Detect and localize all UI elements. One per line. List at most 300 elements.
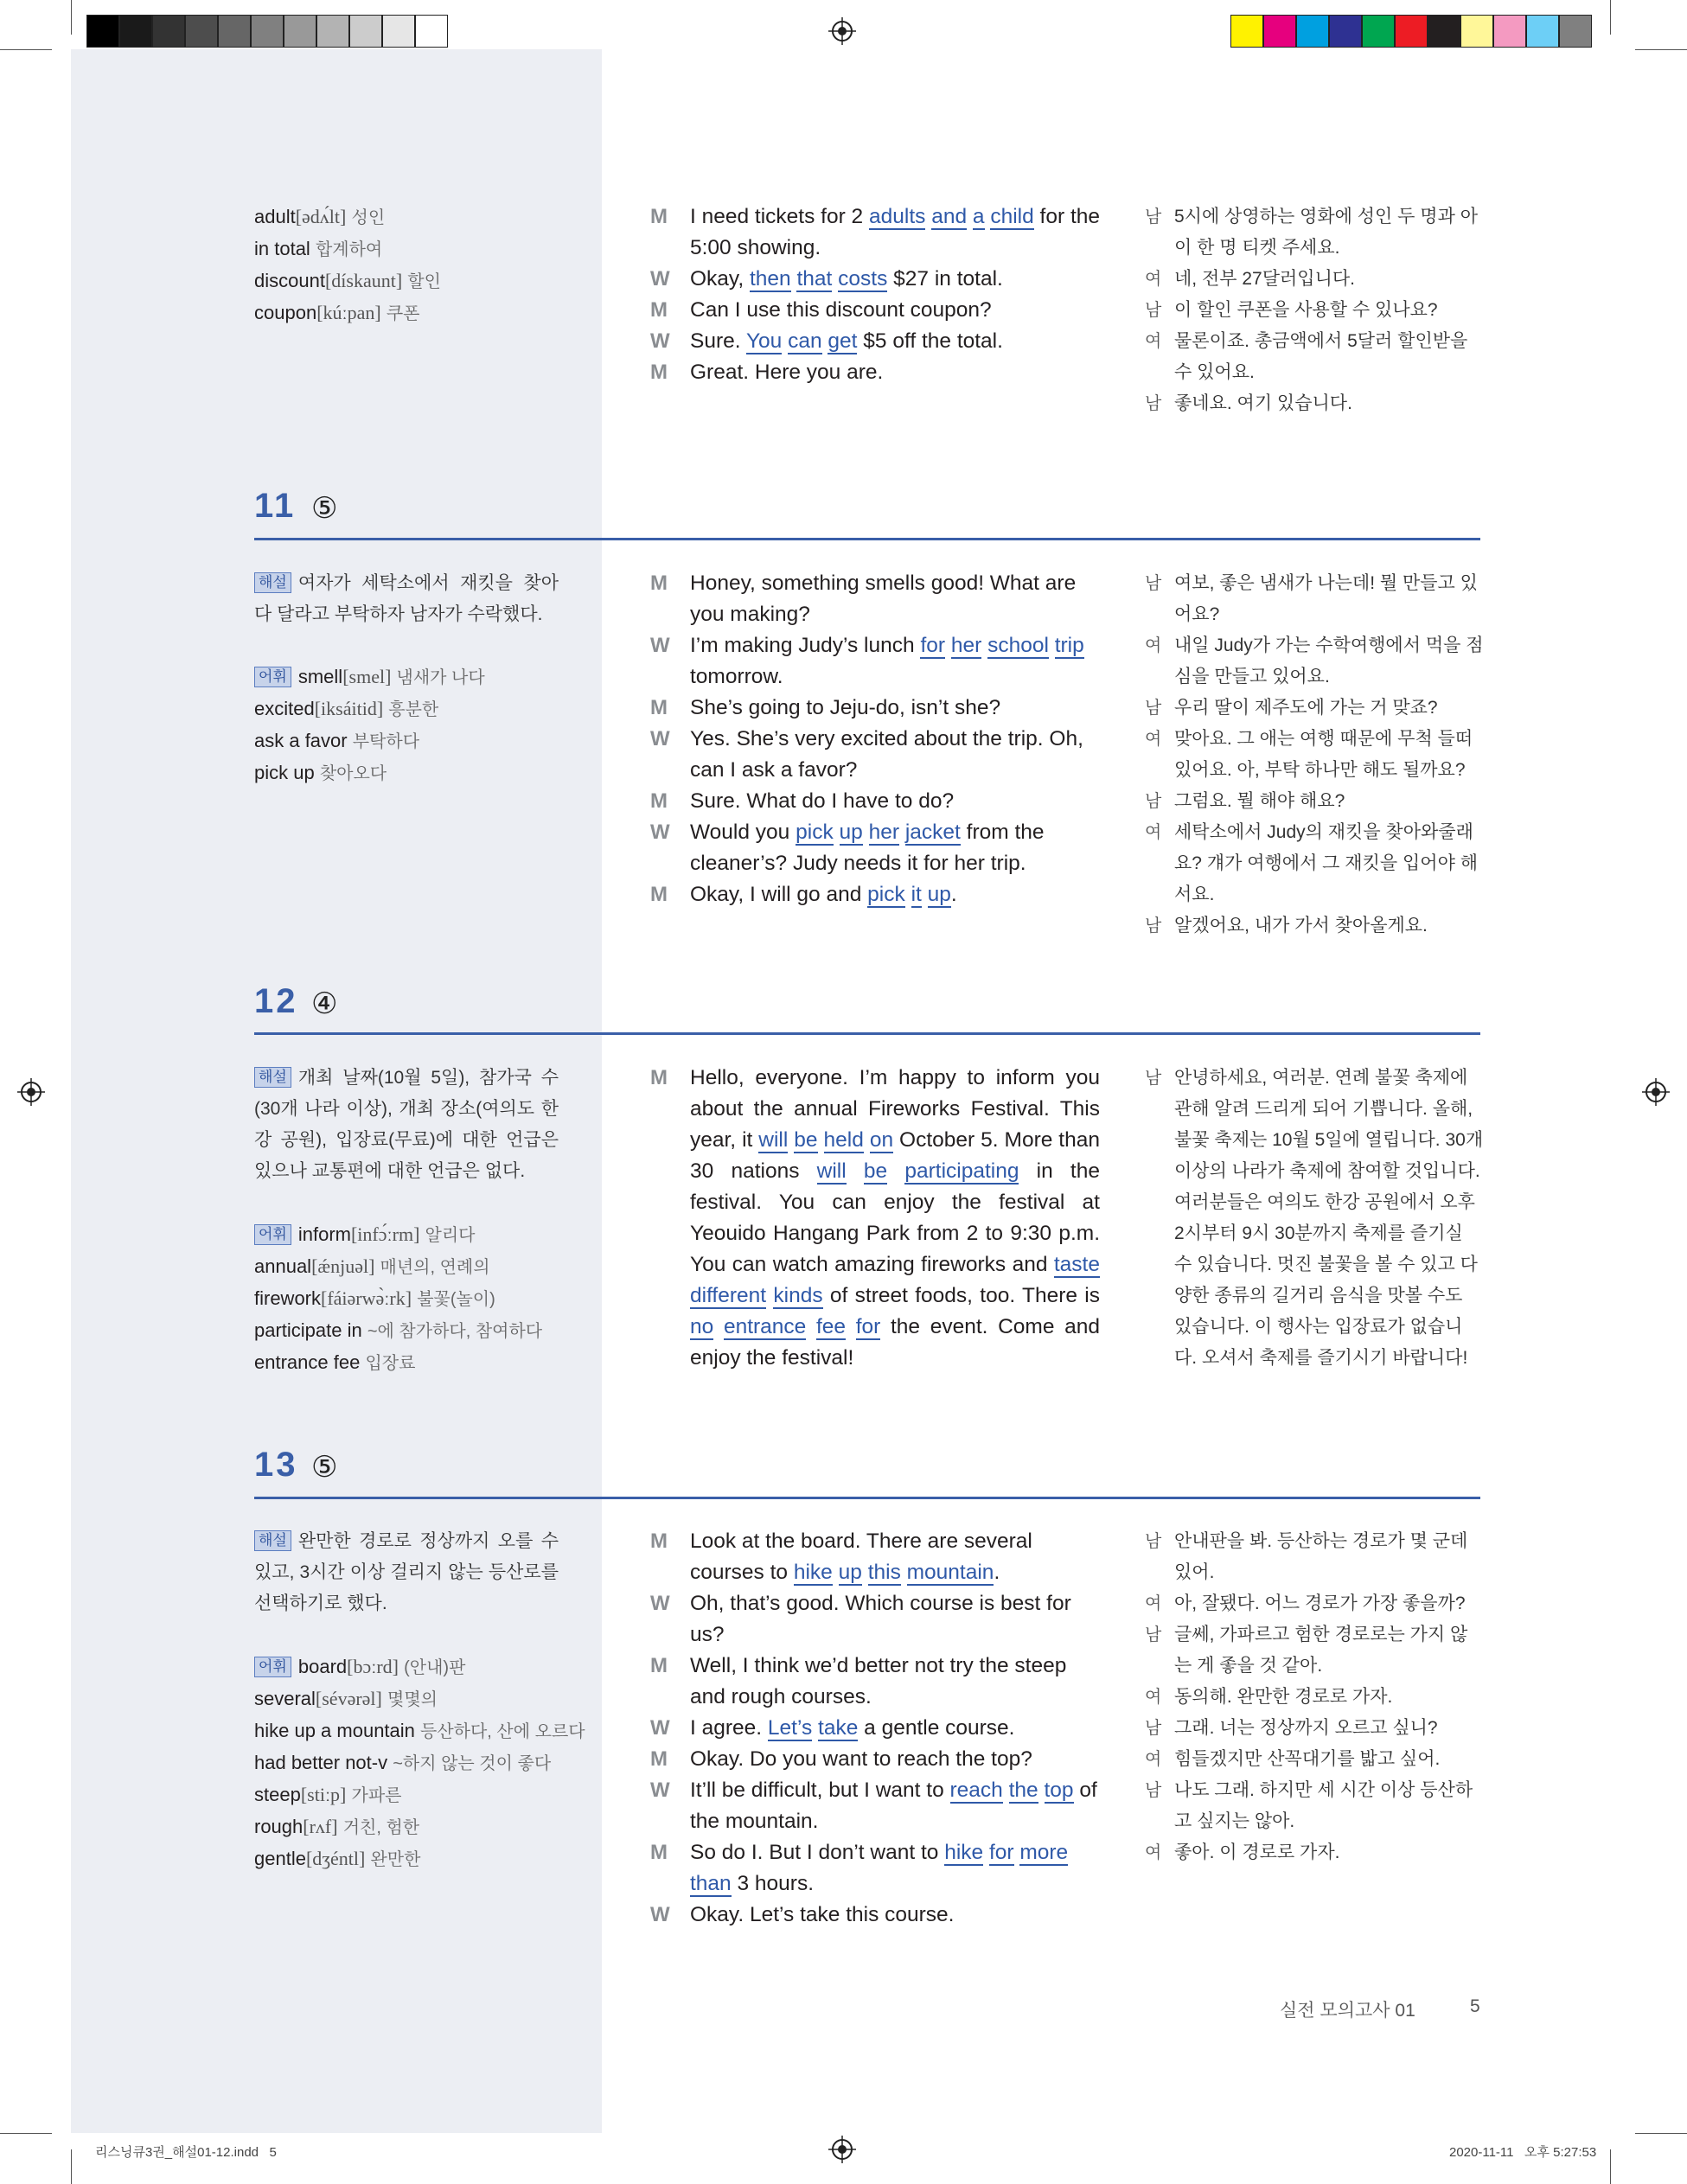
color-swatch bbox=[1559, 15, 1592, 48]
dictation-keyword: for bbox=[988, 1841, 1014, 1864]
speaker-label: 남 bbox=[1145, 792, 1162, 811]
dictation-keyword: taste bbox=[1053, 1253, 1100, 1276]
dialogue bbox=[650, 1063, 1100, 1374]
color-swatch bbox=[1526, 15, 1559, 48]
translation-text: 좋아. 이 경로로 가자. bbox=[1174, 1842, 1340, 1862]
dictation-keyword: kinds bbox=[773, 1284, 823, 1307]
grayscale-swatch-bar bbox=[86, 15, 448, 48]
vocab-word: discount bbox=[254, 270, 325, 291]
vocab-word: smell bbox=[297, 666, 343, 687]
translation-text: 여보, 좋은 냄새가 나는데! 뭘 만들고 있어요? bbox=[1174, 573, 1478, 624]
dialogue-line bbox=[650, 1651, 1100, 1713]
translation-text: 힘들겠지만 산꼭대기를 밟고 싶어. bbox=[1174, 1749, 1441, 1769]
vocab-word: adult bbox=[254, 206, 296, 227]
dictation-keyword: her bbox=[868, 821, 900, 844]
color-swatch bbox=[1329, 15, 1362, 48]
dialogue-text: Okay, I will go and pick it up. bbox=[690, 883, 957, 906]
color-swatch bbox=[415, 15, 448, 48]
question-number: 13 bbox=[254, 1446, 298, 1484]
translation-line bbox=[1145, 201, 1484, 264]
speaker-label: 여 bbox=[1145, 1843, 1162, 1862]
color-swatch bbox=[86, 15, 119, 48]
answer-mark: ⑤ bbox=[311, 492, 338, 525]
vocab-word: coupon bbox=[254, 302, 317, 323]
translation-line bbox=[1145, 388, 1484, 419]
dialogue-line bbox=[650, 357, 1100, 388]
vocab-meaning: 부탁하다 bbox=[352, 732, 420, 751]
vocab-phonetic: [rʌf] bbox=[303, 1816, 338, 1837]
speaker-label: W bbox=[650, 1903, 670, 1926]
explanation-tag: 해설 bbox=[254, 1067, 291, 1088]
translation-text: 맞아요. 그 애는 여행 때문에 무척 들떠있어요. 아, 부탁 하나만 해도 될까요? bbox=[1174, 729, 1473, 780]
dictation-keyword: child bbox=[990, 205, 1034, 228]
translation-line bbox=[1145, 326, 1484, 388]
vocab-item bbox=[254, 1779, 566, 1811]
speaker-label: 여 bbox=[1145, 730, 1162, 749]
vocab-item bbox=[254, 693, 566, 725]
crop-mark bbox=[1610, 0, 1611, 35]
vocab-phonetic: [smel] bbox=[342, 666, 392, 687]
dialogue-text: Well, I think we’d better not try the steep and rough courses. bbox=[690, 1654, 1067, 1708]
vocab-meaning: (안내)판 bbox=[404, 1658, 466, 1677]
translation-line bbox=[1145, 724, 1484, 786]
dictation-keyword: costs bbox=[838, 267, 888, 291]
vocab-phonetic: [bɔːrd] bbox=[347, 1656, 399, 1677]
speaker-label: 남 bbox=[1145, 394, 1162, 413]
color-swatch bbox=[349, 15, 382, 48]
vocab-list bbox=[254, 1219, 566, 1379]
dialogue-text: Okay. Do you want to reach the top? bbox=[690, 1747, 1032, 1771]
translation bbox=[1145, 1526, 1484, 1868]
registration-mark-right bbox=[1642, 1078, 1670, 1106]
translation-line bbox=[1145, 1837, 1484, 1868]
vocab-phonetic: [iksáitid] bbox=[314, 698, 384, 719]
speaker-label: 남 bbox=[1145, 1625, 1162, 1644]
color-swatch bbox=[1263, 15, 1296, 48]
vocab-item bbox=[254, 1219, 566, 1251]
dictation-keyword: that bbox=[796, 267, 833, 291]
speaker-label: 여 bbox=[1145, 1750, 1162, 1769]
speaker-label: M bbox=[650, 1747, 668, 1771]
dialogue-line bbox=[650, 786, 1100, 817]
translation-line bbox=[1145, 1063, 1484, 1374]
translation-line bbox=[1145, 1619, 1484, 1682]
speaker-label: W bbox=[650, 1716, 670, 1740]
color-swatch bbox=[185, 15, 218, 48]
translation-line bbox=[1145, 1682, 1484, 1713]
vocab-meaning: 매년의, 연례의 bbox=[380, 1258, 490, 1277]
vocab-word: steep bbox=[254, 1784, 301, 1805]
speaker-label: M bbox=[650, 1066, 668, 1089]
speaker-label: 남 bbox=[1145, 301, 1162, 320]
dialogue bbox=[650, 568, 1100, 910]
dictation-keyword: pick bbox=[796, 821, 834, 844]
vocab-meaning: 가파른 bbox=[351, 1786, 402, 1805]
vocab-item bbox=[254, 661, 566, 693]
vocab-meaning: 불꽃(놀이) bbox=[417, 1290, 495, 1309]
speaker-label: 여 bbox=[1145, 270, 1162, 289]
color-swatch bbox=[119, 15, 152, 48]
crop-mark bbox=[71, 0, 72, 35]
dictation-keyword: take bbox=[818, 1716, 859, 1740]
dialogue-text: Great. Here you are. bbox=[690, 361, 884, 384]
vocab-list bbox=[254, 201, 566, 329]
vocab-list bbox=[254, 1651, 585, 1875]
vocab-meaning: 입장료 bbox=[365, 1354, 416, 1373]
vocab-meaning: 몇몇의 bbox=[387, 1690, 438, 1709]
speaker-label: M bbox=[650, 1841, 668, 1864]
page-number: 5 bbox=[1470, 1996, 1480, 2016]
vocab-item bbox=[254, 265, 566, 297]
dialogue-line bbox=[650, 326, 1100, 357]
translation-line bbox=[1145, 786, 1484, 817]
translation-line bbox=[1145, 1775, 1484, 1837]
dialogue-text: Look at the board. There are several courses to hike up this mountain. bbox=[690, 1529, 1032, 1584]
vocab-meaning: ~하지 않는 것이 좋다 bbox=[393, 1754, 552, 1773]
color-swatch bbox=[284, 15, 316, 48]
registration-mark-left bbox=[17, 1078, 45, 1106]
vocab-item bbox=[254, 1283, 566, 1315]
speaker-label: 남 bbox=[1145, 1069, 1162, 1088]
dialogue-text: I need tickets for 2 adults and a child for the 5:00 showing. bbox=[690, 205, 1101, 259]
explanation-text: 여자가 세탁소에서 재킷을 찾아다 달라고 부탁하자 남자가 수락했다. bbox=[254, 573, 559, 624]
dictation-keyword: entrance bbox=[723, 1315, 807, 1338]
vocab-word: rough bbox=[254, 1816, 304, 1837]
speaker-label: 남 bbox=[1145, 699, 1162, 718]
dictation-keyword: the bbox=[1008, 1778, 1038, 1802]
dictation-keyword: up bbox=[838, 1561, 862, 1584]
dictation-keyword: trip bbox=[1054, 634, 1084, 657]
speaker-label: 남 bbox=[1145, 1532, 1162, 1551]
vocab-item bbox=[254, 1811, 566, 1843]
vocab-item bbox=[254, 201, 566, 233]
translation-text: 글쎄, 가파르고 험한 경로로는 가지 않는 게 좋을 것 같아. bbox=[1174, 1625, 1468, 1676]
speaker-label: 여 bbox=[1145, 1688, 1162, 1707]
speaker-label: M bbox=[650, 361, 668, 384]
translation-text: 세탁소에서 Judy의 재킷을 찾아와줄래요? 걔가 여행에서 그 재킷을 입어야 해서요. bbox=[1174, 822, 1478, 904]
dictation-keyword: be bbox=[794, 1128, 818, 1152]
dialogue-text: Sure. You can get $5 off the total. bbox=[690, 329, 1003, 353]
section-rule bbox=[254, 538, 1480, 540]
translation bbox=[1145, 568, 1484, 942]
vocab-word: ask a favor bbox=[254, 730, 348, 751]
translation-line bbox=[1145, 817, 1484, 910]
translation-line bbox=[1145, 1713, 1484, 1744]
vocab-phonetic: [sévərəl] bbox=[315, 1688, 382, 1709]
color-swatch bbox=[218, 15, 251, 48]
color-swatch bbox=[316, 15, 349, 48]
speaker-label: W bbox=[650, 634, 670, 657]
dictation-keyword: be bbox=[863, 1159, 888, 1183]
vocab-word: participate in bbox=[254, 1319, 362, 1341]
vocab-word: annual bbox=[254, 1255, 312, 1277]
dictation-keyword: fee bbox=[815, 1315, 847, 1338]
crop-mark bbox=[0, 49, 52, 50]
speaker-label: W bbox=[650, 821, 670, 844]
vocab-word: pick up bbox=[254, 762, 315, 783]
dictation-keyword: reach bbox=[949, 1778, 1003, 1802]
vocab-word: entrance fee bbox=[254, 1351, 361, 1373]
dictation-keyword: mountain bbox=[906, 1561, 994, 1584]
registration-mark-bottom bbox=[828, 2136, 856, 2163]
translation-line bbox=[1145, 693, 1484, 724]
speaker-label: M bbox=[650, 1654, 668, 1677]
speaker-label: M bbox=[650, 298, 668, 322]
translation-text: 그래. 너는 정상까지 오르고 싶니? bbox=[1174, 1718, 1438, 1738]
speaker-label: W bbox=[650, 1592, 670, 1615]
dialogue-text: Would you pick up her jacket from the cleaner’s? Judy needs it for her trip. bbox=[690, 821, 1045, 875]
dialogue-text: I agree. Let’s take a gentle course. bbox=[690, 1716, 1015, 1740]
vocab-item bbox=[254, 725, 566, 757]
dictation-keyword: get bbox=[828, 329, 858, 353]
vocab-phonetic: [ǽnjuəl] bbox=[311, 1255, 375, 1277]
speaker-label: 남 bbox=[1145, 916, 1162, 936]
dialogue-line bbox=[650, 1063, 1100, 1374]
speaker-label: M bbox=[650, 205, 668, 228]
dialogue bbox=[650, 1526, 1100, 1931]
vocab-tag: 어휘 bbox=[254, 1657, 291, 1677]
vocab-item bbox=[254, 1747, 566, 1779]
speaker-label: M bbox=[650, 696, 668, 719]
vocab-meaning: ~에 참가하다, 참여하다 bbox=[367, 1322, 543, 1341]
explanation bbox=[254, 1526, 559, 1619]
translation-line bbox=[1145, 910, 1484, 942]
dictation-keyword: than bbox=[690, 1872, 732, 1895]
vocab-phonetic: [ədʌ́lt] bbox=[295, 206, 347, 227]
vocab-word: had better not-v bbox=[254, 1752, 388, 1773]
dialogue-line bbox=[650, 568, 1100, 630]
speaker-label: 남 bbox=[1145, 1719, 1162, 1738]
translation-line bbox=[1145, 1744, 1484, 1775]
dialogue-line bbox=[650, 1837, 1100, 1900]
dialogue-text: I’m making Judy’s lunch for her school trip tomorrow. bbox=[690, 634, 1084, 688]
vocab-word: several bbox=[254, 1688, 316, 1709]
dialogue-line bbox=[650, 1713, 1100, 1744]
dictation-keyword: pick bbox=[867, 883, 905, 906]
translation-text: 알겠어요, 내가 가서 찾아올게요. bbox=[1174, 916, 1428, 936]
explanation bbox=[254, 1063, 559, 1187]
dialogue-text: Yes. She’s very excited about the trip. Oh, can I ask a favor? bbox=[690, 727, 1083, 782]
speaker-label: W bbox=[650, 1778, 670, 1802]
vocab-meaning: 등산하다, 산에 오르다 bbox=[420, 1722, 585, 1741]
dictation-keyword: different bbox=[690, 1284, 767, 1307]
color-swatch bbox=[1460, 15, 1493, 48]
question-number: 11 bbox=[254, 487, 297, 525]
speaker-label: 여 bbox=[1145, 1594, 1162, 1613]
dialogue-line bbox=[650, 264, 1100, 295]
crop-mark bbox=[1635, 49, 1687, 50]
translation-line bbox=[1145, 568, 1484, 630]
vocab-item bbox=[254, 233, 566, 265]
vocab-phonetic: [kúːpan] bbox=[316, 302, 381, 323]
dialogue-text: Hello, everyone. I’m happy to inform you about the annual Fireworks Festival. This year, it will be held on October 5. More than 30 nations will be participating in the festival. You can enjoy the festival at Yeouido Hangang Park from 2 to 9:30 p.m. You can watch amazing fireworks and taste different kinds of street foods, too. There is no entrance fee for the event. Come and enjoy the festival! bbox=[690, 1066, 1101, 1370]
translation-line bbox=[1145, 630, 1484, 693]
explanation-tag: 해설 bbox=[254, 572, 291, 593]
dictation-keyword: school bbox=[987, 634, 1049, 657]
translation-line bbox=[1145, 1526, 1484, 1588]
vocab-word: hike up a mountain bbox=[254, 1720, 415, 1741]
vocab-phonetic: [dískaunt] bbox=[324, 270, 403, 291]
speaker-label: 여 bbox=[1145, 823, 1162, 842]
vocab-meaning: 합계하여 bbox=[315, 240, 383, 259]
translation-text: 아, 잘됐다. 어느 경로가 가장 좋을까? bbox=[1174, 1593, 1466, 1613]
translation-text: 좋네요. 여기 있습니다. bbox=[1174, 393, 1352, 413]
dialogue-text: So do I. But I don’t want to hike for more than 3 hours. bbox=[690, 1841, 1069, 1895]
vocab-phonetic: [fáiərwə̀ːrk] bbox=[321, 1287, 412, 1309]
section-rule bbox=[254, 1497, 1480, 1499]
translation bbox=[1145, 201, 1484, 419]
dialogue-line bbox=[650, 693, 1100, 724]
crop-mark bbox=[71, 2149, 72, 2184]
dictation-keyword: hike bbox=[793, 1561, 833, 1584]
speaker-label: M bbox=[650, 789, 668, 813]
translation-text: 안녕하세요, 여러분. 연례 불꽃 축제에 관해 알려 드리게 되어 기쁩니다. 올해, 불꽃 축제는 10월 5일에 열립니다. 30개 이상의 나라가 축제에 참여할 것입니다. 여러분들은 여의도 한강 공원에서 오후 2시부터 9시 30분까지 축제를 즐기실 수 있습니다. 멋진 불꽃을 볼 수 있고 다양한 종류의 길거리 음식을 맛볼 수도 있습니다. 이 행사는 입장료가 없습니다. 오셔서 축제를 즐기시기 바랍니다! bbox=[1174, 1068, 1484, 1368]
dialogue-text: Oh, that’s good. Which course is best for us? bbox=[690, 1592, 1071, 1646]
dictation-keyword: for bbox=[920, 634, 946, 657]
dialogue-text: It’ll be difficult, but I want to reach the top of the mountain. bbox=[690, 1778, 1097, 1833]
dialogue-line bbox=[650, 295, 1100, 326]
vocab-meaning: 완만한 bbox=[370, 1850, 421, 1869]
dialogue-line bbox=[650, 1744, 1100, 1775]
dictation-keyword: then bbox=[749, 267, 791, 291]
dictation-keyword: a bbox=[972, 205, 985, 228]
vocab-meaning: 냄새가 나다 bbox=[396, 668, 485, 687]
vocab-word: gentle bbox=[254, 1848, 306, 1869]
dictation-keyword: up bbox=[839, 821, 863, 844]
dialogue-text: She’s going to Jeju-do, isn’t she? bbox=[690, 696, 1001, 719]
crop-mark bbox=[1635, 2133, 1687, 2134]
speaker-label: M bbox=[650, 572, 668, 595]
color-swatch bbox=[1493, 15, 1526, 48]
dialogue-line bbox=[650, 201, 1100, 264]
vocab-word: board bbox=[297, 1656, 348, 1677]
speaker-label: M bbox=[650, 1529, 668, 1553]
vocab-item bbox=[254, 1715, 585, 1747]
dictation-keyword: on bbox=[869, 1128, 894, 1152]
vocab-phonetic: [dʒéntl] bbox=[305, 1848, 366, 1869]
dialogue-text: Can I use this discount coupon? bbox=[690, 298, 992, 322]
color-swatch-bar bbox=[1230, 15, 1592, 48]
dialogue-text: Sure. What do I have to do? bbox=[690, 789, 955, 813]
color-swatch bbox=[152, 15, 185, 48]
vocab-word: firework bbox=[254, 1287, 322, 1309]
dictation-keyword: participating bbox=[904, 1159, 1019, 1183]
file-slug: 리스닝큐3권_해설01-12.indd 5 bbox=[95, 2145, 277, 2160]
dictation-keyword: adults bbox=[869, 205, 926, 228]
answer-mark: ⑤ bbox=[311, 1451, 338, 1484]
section-rule bbox=[254, 1032, 1480, 1035]
dictation-keyword: up bbox=[927, 883, 951, 906]
dictation-keyword: and bbox=[931, 205, 968, 228]
vocab-meaning: 할인 bbox=[407, 272, 441, 291]
dictation-keyword: top bbox=[1044, 1778, 1074, 1802]
color-swatch bbox=[251, 15, 284, 48]
vocab-item bbox=[254, 1683, 566, 1715]
vocab-item bbox=[254, 1315, 566, 1347]
vocab-item bbox=[254, 1347, 566, 1379]
translation-text: 그럼요. 뭘 해야 해요? bbox=[1174, 791, 1345, 811]
vocab-item bbox=[254, 1251, 566, 1283]
translation-text: 물론이죠. 총금액에서 5달러 할인받을 수 있어요. bbox=[1174, 331, 1468, 382]
explanation-text: 완만한 경로로 정상까지 오를 수 있고, 3시간 이상 걸리지 않는 등산로를 선택하기로 했다. bbox=[254, 1531, 559, 1613]
vocab-tag: 어휘 bbox=[254, 1224, 291, 1245]
dictation-keyword: held bbox=[823, 1128, 864, 1152]
translation-text: 네, 전부 27달러입니다. bbox=[1174, 269, 1355, 289]
vocab-item bbox=[254, 1843, 566, 1875]
speaker-label: 여 bbox=[1145, 636, 1162, 655]
vocab-tag: 어휘 bbox=[254, 667, 291, 687]
dialogue-line bbox=[650, 630, 1100, 693]
speaker-label: M bbox=[650, 883, 668, 906]
vocab-meaning: 성인 bbox=[351, 208, 386, 227]
vocab-word: excited bbox=[254, 698, 315, 719]
speaker-label: 남 bbox=[1145, 1781, 1162, 1800]
dialogue-line bbox=[650, 724, 1100, 786]
dictation-keyword: no bbox=[690, 1315, 714, 1338]
dictation-keyword: You bbox=[745, 329, 783, 353]
vocab-meaning: 흥분한 bbox=[388, 700, 439, 719]
dictation-keyword: jacket bbox=[904, 821, 961, 844]
crop-mark bbox=[0, 2133, 52, 2134]
translation-line bbox=[1145, 264, 1484, 295]
color-swatch bbox=[1362, 15, 1395, 48]
speaker-label: 남 bbox=[1145, 208, 1162, 227]
dictation-keyword: can bbox=[788, 329, 822, 353]
registration-mark-top bbox=[828, 17, 856, 45]
crop-mark bbox=[1610, 2149, 1611, 2184]
dictation-keyword: will bbox=[758, 1128, 789, 1152]
dialogue-line bbox=[650, 1588, 1100, 1651]
dialogue-line bbox=[650, 1526, 1100, 1588]
dialogue-text: Okay. Let’s take this course. bbox=[690, 1903, 955, 1926]
question-number: 12 bbox=[254, 982, 298, 1020]
dictation-keyword: her bbox=[950, 634, 982, 657]
vocab-word: inform bbox=[297, 1223, 351, 1245]
speaker-label: 여 bbox=[1145, 332, 1162, 351]
dialogue-line bbox=[650, 817, 1100, 879]
answer-mark: ④ bbox=[311, 987, 338, 1020]
translation bbox=[1145, 1063, 1484, 1374]
dictation-keyword: this bbox=[867, 1561, 901, 1584]
dictation-keyword: more bbox=[1019, 1841, 1069, 1864]
color-swatch bbox=[1428, 15, 1460, 48]
translation-text: 이 할인 쿠폰을 사용할 수 있나요? bbox=[1174, 300, 1438, 320]
color-swatch bbox=[1230, 15, 1263, 48]
vocab-phonetic: [infɔ́ːrm] bbox=[350, 1223, 420, 1245]
dialogue-text: Okay, then that costs $27 in total. bbox=[690, 267, 1003, 291]
translation-line bbox=[1145, 295, 1484, 326]
vocab-meaning: 찾아오다 bbox=[319, 764, 387, 783]
translation-text: 5시에 상영하는 영화에 성인 두 명과 아이 한 명 티켓 주세요. bbox=[1174, 207, 1478, 258]
translation-text: 안내판을 봐. 등산하는 경로가 몇 군데 있어. bbox=[1174, 1531, 1468, 1582]
dialogue-line bbox=[650, 879, 1100, 910]
vocab-meaning: 알리다 bbox=[425, 1226, 476, 1245]
color-swatch bbox=[1395, 15, 1428, 48]
translation-text: 나도 그래. 하지만 세 시간 이상 등산하고 싶지는 않아. bbox=[1174, 1780, 1473, 1831]
dictation-keyword: hike bbox=[944, 1841, 984, 1864]
dialogue-line bbox=[650, 1900, 1100, 1931]
dictation-keyword: Let’s bbox=[767, 1716, 813, 1740]
translation-text: 우리 딸이 제주도에 가는 거 맞죠? bbox=[1174, 698, 1438, 718]
vocab-meaning: 쿠폰 bbox=[386, 304, 420, 323]
explanation-text: 개최 날짜(10월 5일), 참가국 수(30개 나라 이상), 개최 장소(여의도 한강 공원), 입장료(무료)에 대한 언급은 있으나 교통편에 대한 언급은 없다. bbox=[254, 1068, 559, 1181]
speaker-label: 남 bbox=[1145, 574, 1162, 593]
explanation bbox=[254, 568, 559, 630]
translation-text: 내일 Judy가 가는 수학여행에서 먹을 점심을 만들고 있어요. bbox=[1174, 635, 1484, 686]
color-swatch bbox=[1296, 15, 1329, 48]
explanation-tag: 해설 bbox=[254, 1530, 291, 1551]
vocab-item bbox=[254, 297, 566, 329]
